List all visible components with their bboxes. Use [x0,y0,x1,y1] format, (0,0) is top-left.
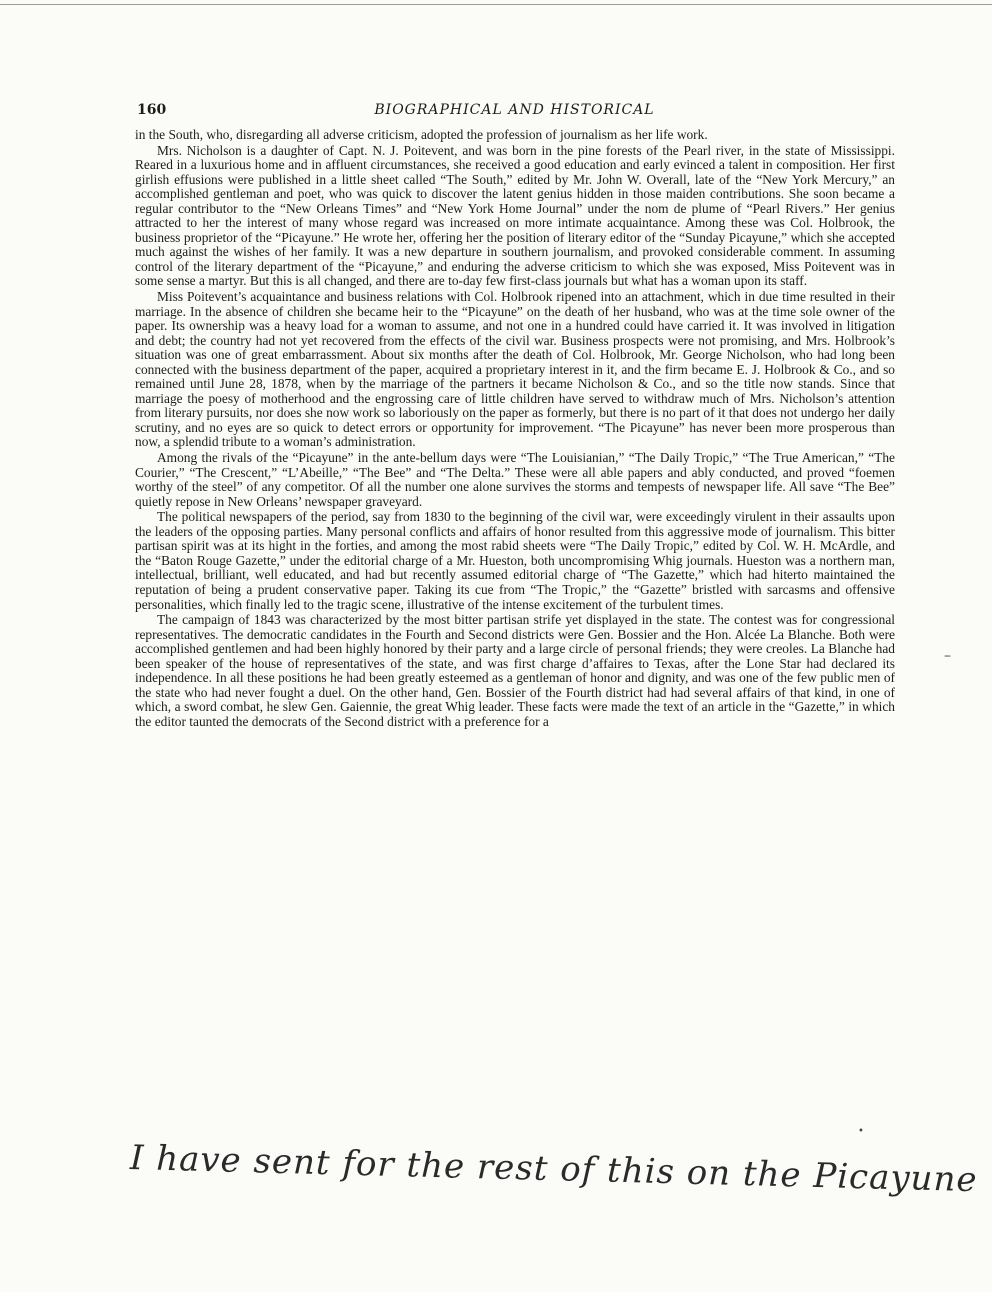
page-header [137,102,892,124]
ink-dot-mark: • [858,1126,864,1137]
paragraph-nicholson-biography: Mrs. Nicholson is a daughter of Capt. N. J. Poitevent, and was born in the pine forests of the Pearl river, in the state of Mississippi. Reared in a luxurious home and in affluent circumstances, she received a good education and early evinced a talent in composition. Her first girlish effusions were published in a little sheet called “The South,” edited by Mr. John W. Overall, late of the “New York Mercury,” an accomplished gentleman and poet, who was quick to discover the latent genius hidden in those maiden contributions. She soon became a regular contributor to the “New Orleans Times” and “New York Home Journal” under the nom de plume of “Pearl Rivers.” Her genius attracted to her the interest of many whose regard was increased on more intimate acquaintance. Among these was Col. Holbrook, the business proprietor of the “Picayune.” He wrote her, offering her the position of literary editor of the “Sunday Picayune,” which she accepted much against the wishes of her family. It was a new departure in southern journalism, and provoked considerable comment. In assuming control of the literary department of the “Picayune,” and enduring the adverse criticism to which she was exposed, Miss Poitevent was in some sense a martyr. But this is all changed, and there are to-day few first-class journals but what has a woman upon its staff. [135,142,895,289]
handwritten-note: I have sent for the rest of this on the Picayune [129,1138,979,1201]
paragraph-political-newspapers: The political newspapers of the period, say from 1830 to the beginning of the civil war, were exceedingly virulent in their assaults upon the leaders of the opposing parties. Many personal conflicts and affairs of honor resulted from this aggressive mode of journalism. This bitter partisan spirit was at its hight in the forties, and among the most rabid sheets were “The Daily Tropic,” edited by Col. W. H. McArdle, and the “Baton Rouge Gazette,” under the editorial charge of a Mr. Hueston, both uncompromising Whig journals. Hueston was a northern man, intellectual, brilliant, well educated, and had but recently assumed editorial charge of “The Gazette,” which had hiterto maintained the reputation of being a prudent conservative paper. Taking its cue from “The Tropic,” the “Gazette” bristled with sarcasms and offensive personalities, which finally led to the tragic scene, illustrative of the intense excitement of the turbulent times. [135,509,895,612]
article-body [135,128,895,730]
paragraph-holbrook-marriage: Miss Poitevent’s acquaintance and business relations with Col. Holbrook ripened into an attachment, which in due time resulted in their marriage. In the absence of children she became heir to the “Picayune” on the death of her husband, who was at the time sole owner of the paper. Its ownership was a heavy load for a woman to assume, and not one in a hundred could have carried it. It was involved in litigation and debt; the country had not yet recovered from the effects of the civil war. Business prospects were not promising, and Mrs. Holbrook’s situation was one of great embarrassment. About six months after the death of Col. Holbrook, Mr. George Nicholson, who had long been connected with the business department of the paper, acquired a proprietary interest in it, and the firm became E. J. Holbrook & Co., and so remained until June 28, 1878, when by the marriage of the partners it became Nicholson & Co., and so the title now stands. Since that marriage the poesy of motherhood and the engrossing care of little children have served to withdraw much of Mrs. Nicholson’s attention from literary pursuits, nor does she now work so laboriously on the paper as formerly, but there is no part of it that does not undergo her daily scrutiny, and no eyes are so quick to detect errors or opportunity for improvement. “The Picayune” has never been more prosperous than now, a splendid tribute to a woman’s administration. [135,289,895,450]
paragraph-rival-papers: Among the rivals of the “Picayune” in the ante-bellum days were “The Louisianian,” “The Daily Tropic,” “The True American,” “The Courier,” “The Crescent,” “L’Abeille,” “The Bee” and “The Delta.” These were all able papers and ably conducted, and proved “foemen worthy of the steel” of any competitor. Of all the number one alone survives the storms and tempests of newspaper life. All save “The Bee” quietly repose in New Orleans’ newspaper graveyard. [135,450,895,509]
paragraph-campaign-1843: The campaign of 1843 was characterized by the most bitter partisan strife yet displayed in the state. The contest was for congressional representatives. The democratic candidates in the Fourth and Second districts were Gen. Bossier and the Hon. Alcée La Blanche. Both were accomplished gentlemen and had been highly honored by their party and a large circle of personal friends; they were creoles. La Blanche had been speaker of the house of representatives of the state, and was first charge d’affaires to Texas, after the Lone Star had declared its independence. In all these positions he had been greatly esteemed as a gentleman of honor and dignity, and was one of the few public men of the state who had never fought a duel. On the other hand, Gen. Bossier of the Fourth district had had several affairs of that kind, in one of which, a sword combat, he slew Gen. Gaiennie, the great Whig leader. These facts were made the text of an article in the “Gazette,” in which the editor taunted the democrats of the Second district with a preference for a [135,612,895,729]
page-top-edge [0,4,992,5]
running-head: BIOGRAPHICAL AND HISTORICAL [374,102,655,118]
margin-dash-mark: – [944,648,951,664]
paragraph-continuation: in the South, who, disregarding all adverse criticism, adopted the profession of journalism as her life work. [135,127,708,142]
page-number: 160 [137,102,167,118]
